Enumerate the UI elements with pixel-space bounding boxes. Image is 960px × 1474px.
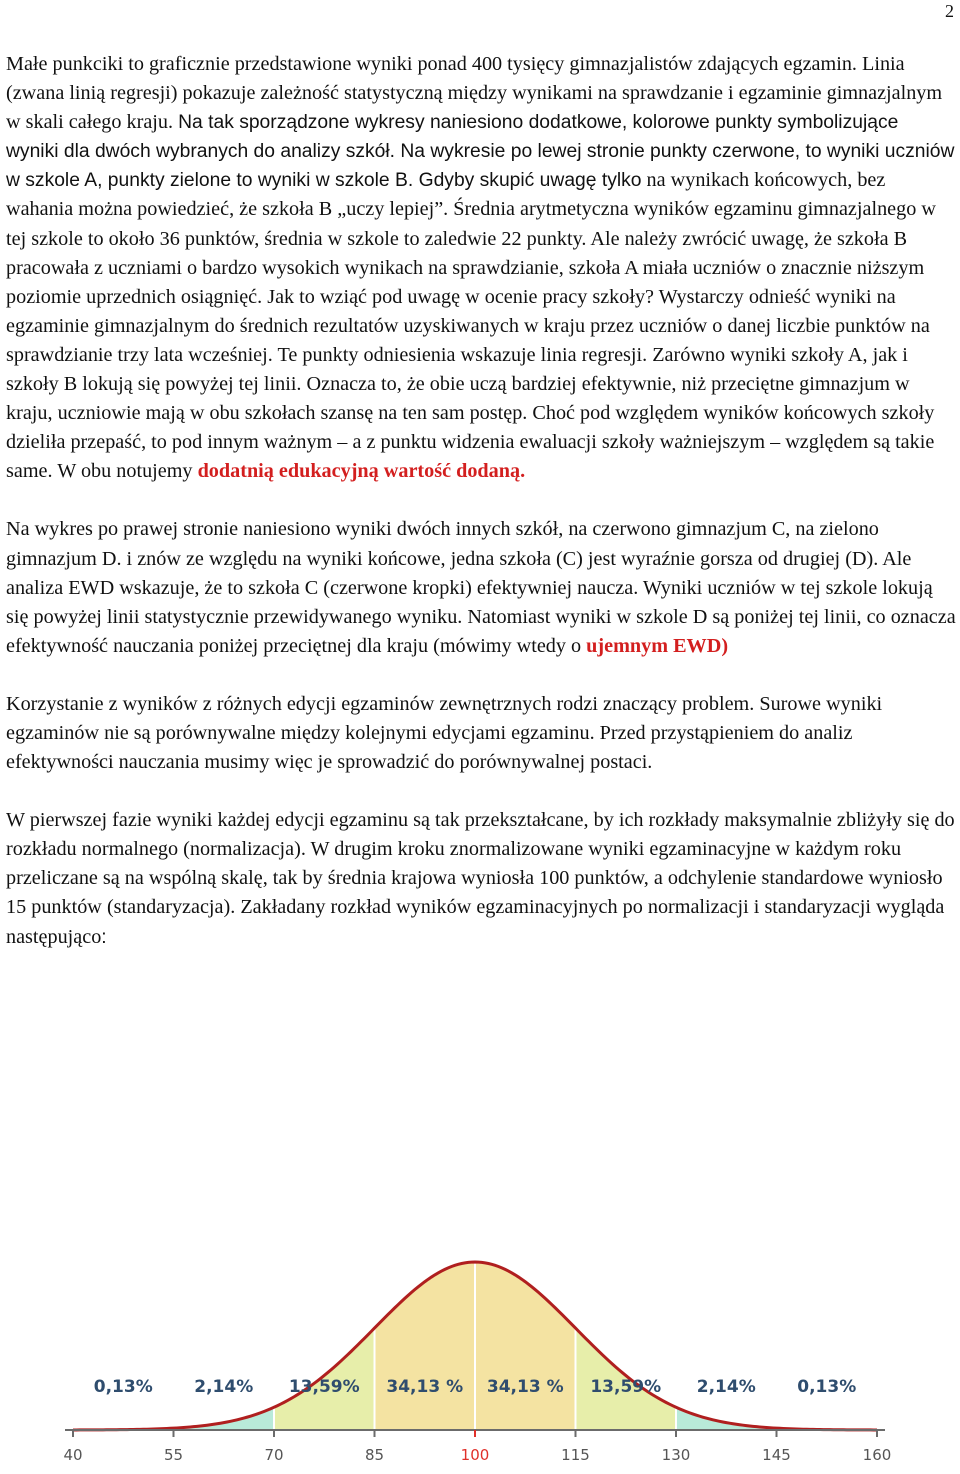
paragraph-3 <box>6 690 956 777</box>
document-body <box>6 50 956 952</box>
percent-label: 2,14% <box>696 1377 756 1397</box>
percent-label: 34,13 % <box>486 1377 564 1397</box>
page-number: 2 <box>945 1 954 21</box>
x-tick-label: 55 <box>163 1446 184 1464</box>
x-tick-label: 130 <box>661 1446 691 1464</box>
text-segment: Linia (zwana linią regresji) pokazuje zależność statystyczną między wynikami na sprawdzanie i egzaminie gimnazjalnym w skali całego kraju. <box>6 53 943 134</box>
percent-label: 34,13 % <box>386 1377 464 1397</box>
x-tick-label: 85 <box>364 1446 385 1464</box>
paragraph-2 <box>6 515 956 660</box>
text-segment: Na wykres po prawej stronie naniesiono wyniki dwóch innych szkół, na czerwono gimnazjum C, na zielono gimnazjum D. i znów ze względu na wyniki końcowe, jedna szkoła (C) jest wyraźnie gorsza od drugiej (D). Ale analiza EWD wskazuje, że to szkoła C (czerwone kropki) efektywniej naucza. Wyniki uczniów w tej szkole lokują się powyżej linii statystycznie przewidywanego wyniku. Natomiast wyniki w szkole D są poniżej tej linii, co oznacza efektywność nauczania poniżej przeciętnej dla kraju (mówimy wtedy o <box>6 518 956 657</box>
distribution-band-4 <box>475 1262 576 1430</box>
paragraph-1 <box>6 50 956 486</box>
percent-label: 0,13% <box>93 1377 153 1397</box>
x-tick-label: 160 <box>862 1446 892 1464</box>
text-segment: Korzystanie z wyników z różnych edycji egzaminów zewnętrznych rodzi znaczący problem. Surowe wyniki egzaminów nie są porównywalne między kolejnymi edycjami egzaminu. Przed przystąpieniem do analiz efektywności nauczania musimy więc je sprowadzić do porównywalnej postaci. <box>6 692 883 774</box>
distribution-band-3 <box>375 1262 476 1430</box>
x-tick-label: 70 <box>264 1446 284 1464</box>
percent-label: 0,13% <box>797 1377 857 1397</box>
text-segment: ujemnym EWD) <box>586 634 729 657</box>
text-segment: W pierwszej fazie wyniki każdej edycji egzaminu są tak przekształcane, by ich rozkłady maksymalnie zbliżyły się do rozkładu normalnego (normalizacja). W drugim kroku znormalizowane wyniki egzaminacyjne w każdym roku przeliczane są na wspólną skalę, tak by średnia krajowa wyniosła 100 punktów, a odchylenie standardowe wyniosło 15 punktów (standaryzacja). Zakładany rozkład wyników egzaminacyjnych po normalizacji i standaryzacji wygląda następująco <box>6 809 955 948</box>
percent-label: 2,14% <box>194 1377 254 1397</box>
text-segment: : <box>101 926 107 948</box>
x-tick-label: 100 <box>460 1446 490 1464</box>
percent-label: 13,59% <box>288 1377 360 1397</box>
x-tick-label: 145 <box>762 1446 791 1464</box>
distribution-svg <box>55 1250 895 1474</box>
x-tick-label: 115 <box>561 1446 590 1464</box>
paragraph-4 <box>6 806 956 951</box>
text-segment: Małe punkciki to graficznie przedstawione wyniki ponad 400 tysięcy gimnazjalistów zdających egzamin. <box>6 53 863 75</box>
percent-label: 13,59% <box>590 1377 662 1397</box>
text-segment: na wynikach końcowych, bez wahania można powiedzieć, że szkoła B „uczy lepiej”. Średnia arytmetyczna wyników egzaminu gimnazjalnego w tej szkole to około 36 punktów, średnia w szkole to zaledwie 22 punkty. Ale należy zwrócić uwagę, że szkoła B pracowała z uczniami o bardzo wysokich wynikach na sprawdzianie, szkoła A miała uczniów o znacznie niższym poziomie uprzednich osiągnięć. Jak to wziąć pod uwagę w ocenie pracy szkoły? Wystarczy odnieść wyniki na egzaminie gimnazjalnym do średnich rezultatów uzyskiwanych w kraju przez uczniów o danej liczbie punktów na sprawdzianie trzy lata wcześniej. Te punkty odniesienia wskazuje linia regresji. Zarówno wyniki szkoły A, jak i szkoły B lokują się powyżej tej linii. Oznacza to, że obie uczą bardziej efektywnie, niż przeciętne gimnazjum w kraju, uczniowie mają w obu szkołach szansę na ten sam postęp. Choć pod względem wyników końcowych szkoły dzieliła przepaść, to pod innym ważnym – a z punktu widzenia ewaluacji szkoły ważniejszym – względem są takie same. W obu notujemy <box>6 169 936 483</box>
text-segment: dodatnią edukacyjną wartość dodaną. <box>197 460 526 483</box>
normal-distribution-chart <box>55 1250 895 1474</box>
x-tick-label: 40 <box>63 1446 83 1464</box>
text-segment: Na tak sporządzone wykresy naniesiono dodatkowe, kolorowe punkty symbolizujące wyniki dla dwóch wybranych do analizy szkół. Na wykresie po lewej stronie punkty czerwone, to wyniki uczniów w szkole A, punkty zielone to wyniki w szkole B. Gdyby skupić uwagę tylko <box>6 112 955 192</box>
